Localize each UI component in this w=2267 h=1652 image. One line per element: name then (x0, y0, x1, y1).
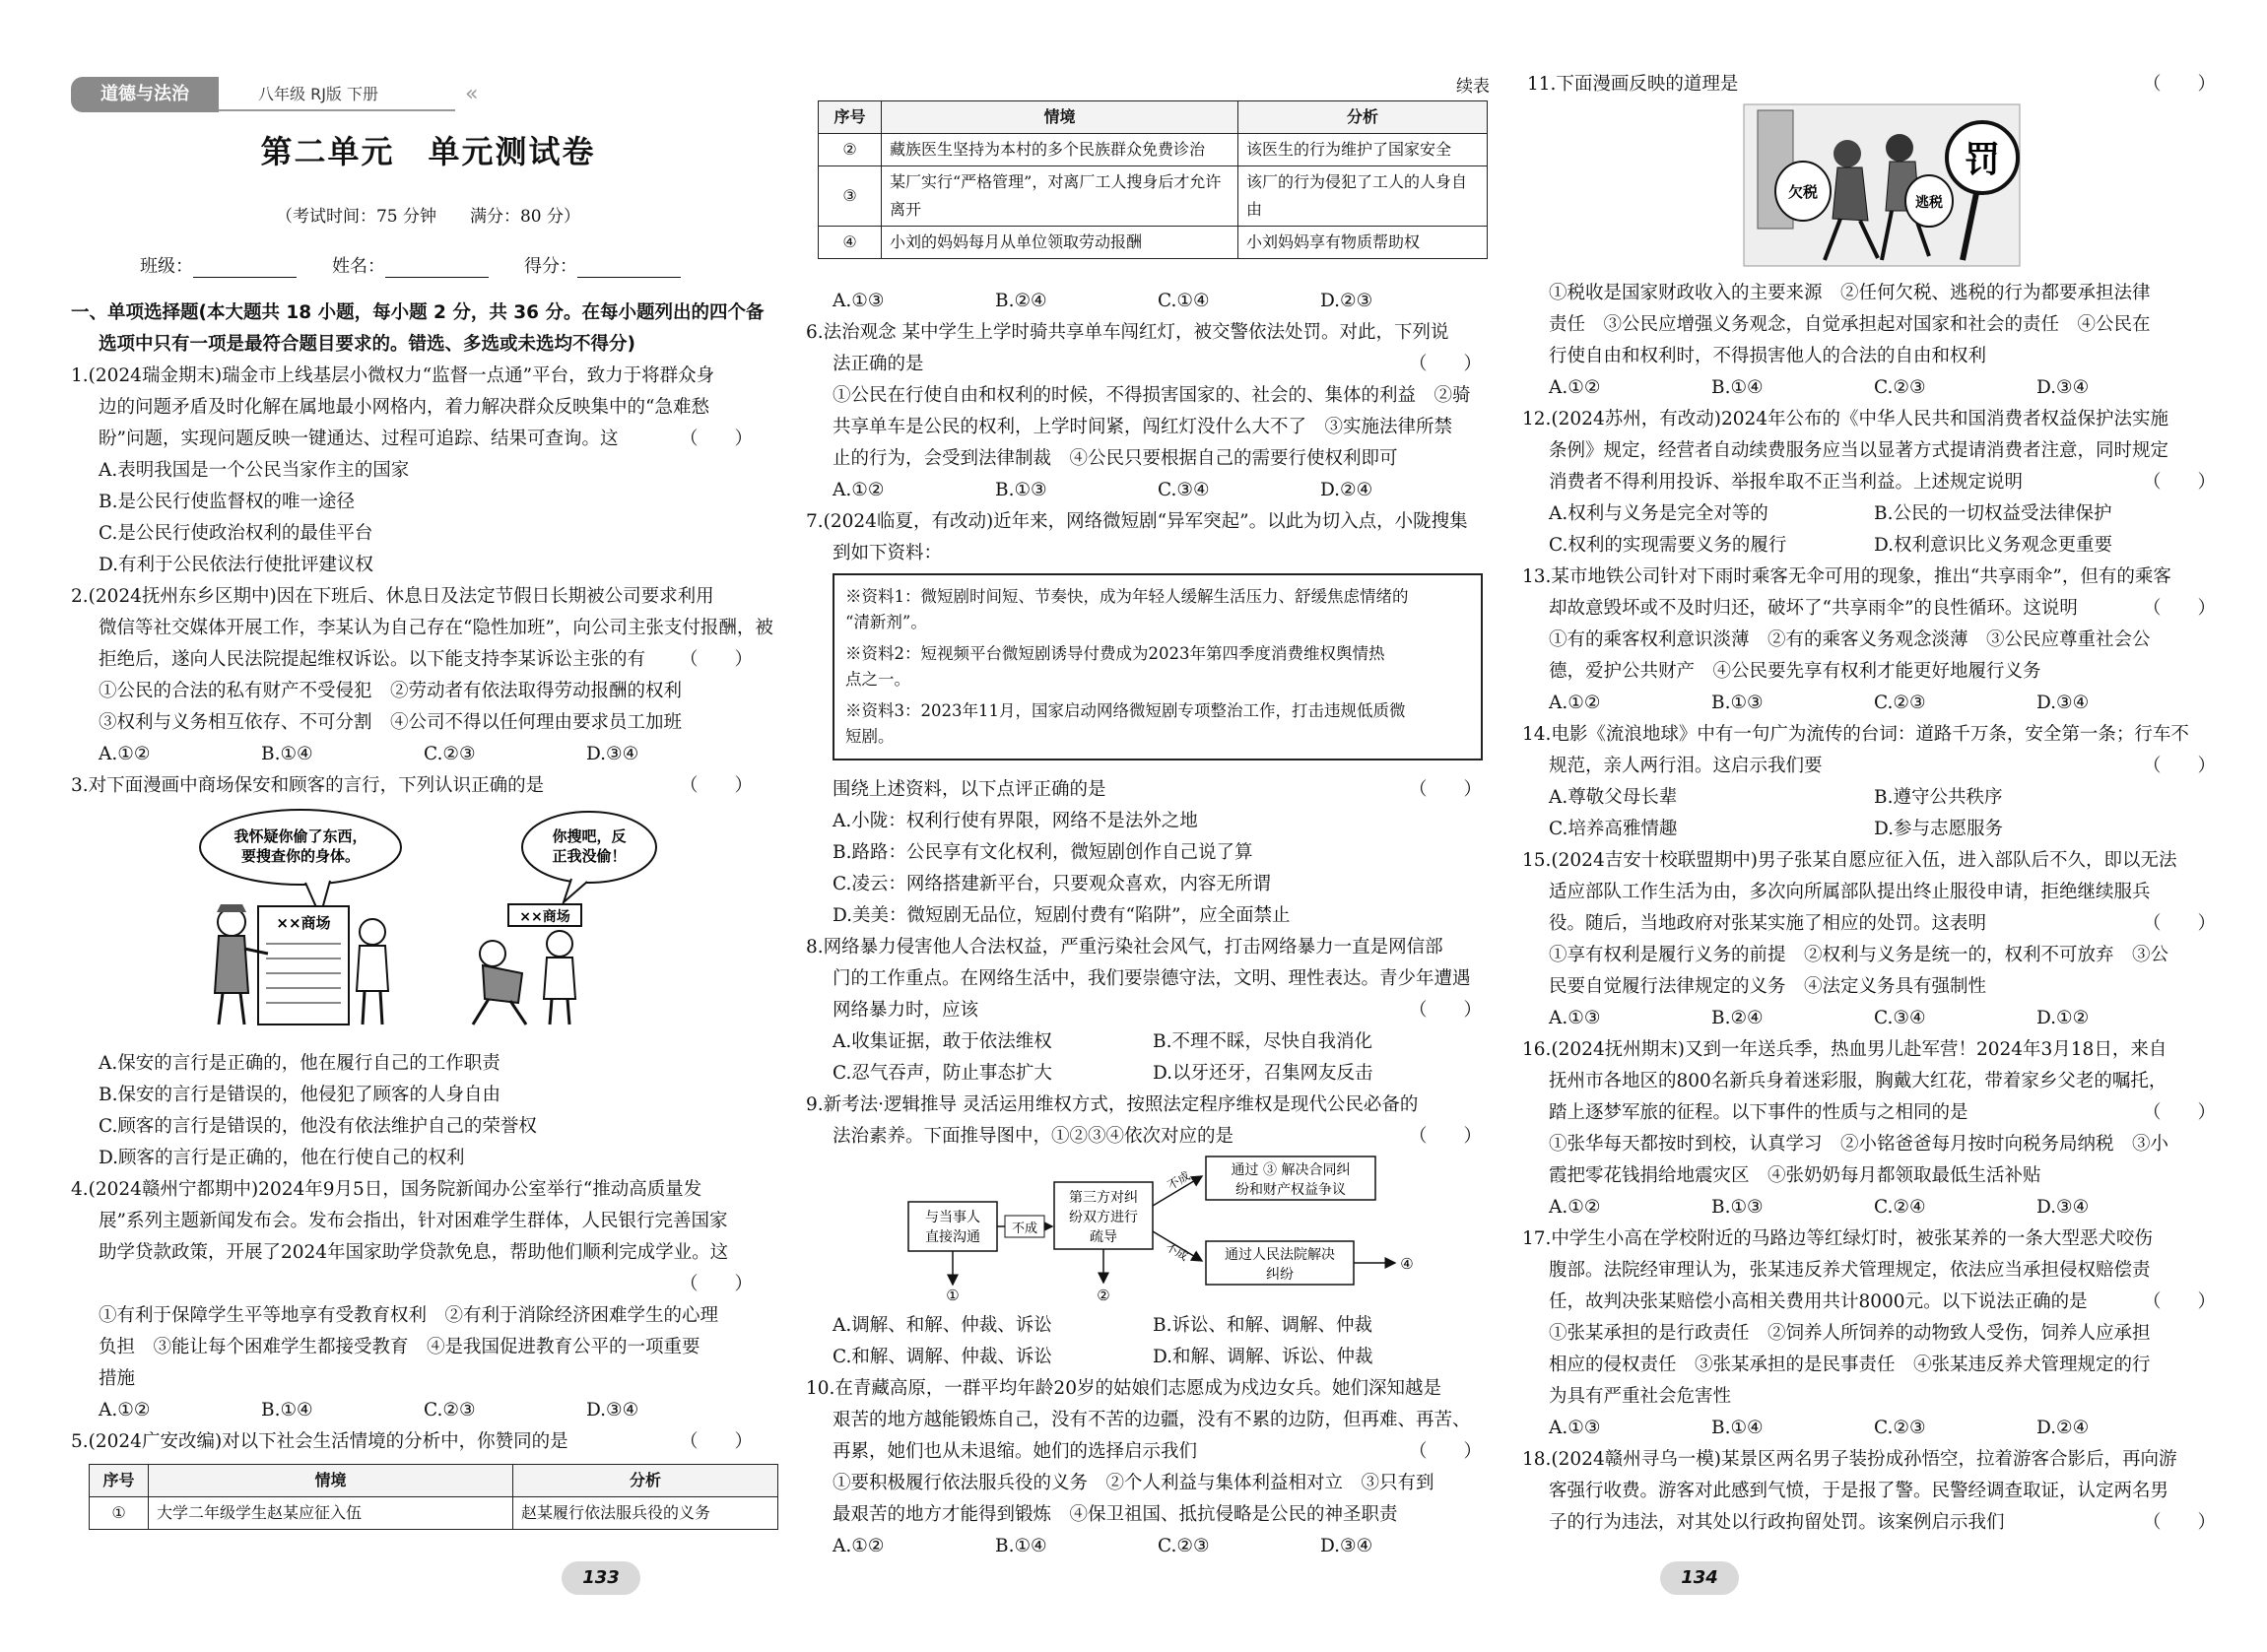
q4-line-1: 4.(2024赣州宁都期中)2024年9月5日，国务院新闻办公室举行“推动高质量发 (71, 1179, 702, 1200)
class-blank[interactable] (193, 256, 297, 278)
q5-option-a[interactable]: A.①③ (833, 291, 885, 311)
q4-line-2: 展”系列主题新闻发布会。发布会指出，针对困难学生群体，人民银行完善国家 (99, 1211, 728, 1231)
q7-option-d[interactable]: D.美美：微短剧无品位，短剧付费有“陷阱”，应全面禁止 (833, 905, 1291, 926)
q7-line-1: 7.(2024临夏，有改动)近年来，网络微短剧“异军突起”。以此为切入点，小陇搜集 (806, 511, 1468, 532)
q10-option-c[interactable]: C.②③ (1158, 1536, 1210, 1556)
q2-option-a[interactable]: A.①② (99, 744, 151, 764)
q7-option-a[interactable]: A.小陇：权利行使有界限，网络不是法外之地 (833, 811, 1198, 831)
q12-line-3: 消费者不得利用投诉、举报牟取不正当利益。上述规定说明 (1549, 472, 2024, 493)
q13-option-a[interactable]: A.①② (1549, 693, 1601, 713)
q10-line-3: 再累，她们也从未退缩。她们的选择启示我们 (833, 1441, 1198, 1462)
q7-material-2a: ※资料2：短视频平台微短剧诱导付费成为2023年第四季度消费维权舆情热 (845, 644, 1385, 663)
subject-tab: 道德与法治 (71, 77, 219, 112)
q7-material-1b: “清新剂”。 (845, 613, 927, 631)
q12-line-2: 条例》规定，经营者自动续费服务应当以显著方式提请消费者注意，同时规定 (1549, 440, 2169, 461)
flow-box-court-text-2: 纠纷 (1266, 1267, 1294, 1283)
table-head-index: 序号 (90, 1465, 149, 1497)
table-cell-situation: 小刘的妈妈每月从单位领取劳动报酬 (882, 227, 1238, 259)
q17-line-2: 腹部。法院经审理认为，张某违反养犬管理规定，依法应当承担侵权赔偿责 (1549, 1260, 2151, 1281)
q9-option-b[interactable]: B.诉讼、和解、调解、仲裁 (1153, 1315, 1372, 1336)
q14-option-b[interactable]: B.遵守公共秩序 (1874, 787, 2003, 808)
q11-option-b[interactable]: B.①④ (1711, 377, 1764, 398)
q16-statement-1: ①张华每天都按时到校，认真学习 ②小铭爸爸每月按时向税务局纳税 ③小 (1549, 1134, 2169, 1155)
flow-box-court-text-1: 通过人民法院解决 (1225, 1247, 1335, 1263)
table-cell-index: ① (90, 1497, 149, 1530)
score-blank[interactable] (577, 256, 681, 278)
q5-option-d[interactable]: D.②③ (1320, 291, 1373, 311)
q2-statement-2: ③权利与义务相互依存、不可分割 ④公司不得以任何理由要求员工加班 (99, 712, 683, 733)
table-row (90, 1497, 778, 1530)
q13-option-d[interactable]: D.③④ (2036, 693, 2090, 713)
q4-option-a[interactable]: A.①② (99, 1400, 151, 1421)
q2-option-c[interactable]: C.②③ (424, 744, 476, 764)
store-sign-left: ××商场 (276, 914, 331, 932)
q15-answer-paren[interactable]: （ ） (2143, 913, 2217, 934)
q2-line-1: 2.(2024抚州东乡区期中)因在下班后、休息日及法定节假日长期被公司要求利用 (71, 586, 714, 607)
q6-line-2: 法正确的是 (833, 354, 924, 374)
q11-statement-1: ①税收是国家财政收入的主要来源 ②任何欠税、逃税的行为都要承担法律 (1549, 283, 2151, 303)
name-blank[interactable] (385, 256, 489, 278)
q10-line-1: 10.在青藏高原，一群平均年龄20岁的姑娘们志愿成为戍边女兵。她们深知越是 (806, 1378, 1441, 1399)
q16-statement-2: 霞把零花钱捐给地震灾区 ④张奶奶每月都领取最低生活补贴 (1549, 1165, 2041, 1186)
name-label: 姓名： (332, 256, 385, 277)
flow-box-third-party-text-2: 纷双方进行 (1069, 1210, 1138, 1225)
q17-option-c[interactable]: C.②③ (1874, 1418, 1926, 1438)
bag-left-text: 欠税 (1787, 183, 1819, 201)
q5-option-b[interactable]: B.②④ (995, 291, 1047, 311)
bubble-right-text-2: 正我没偷！ (552, 847, 627, 865)
q11-option-c[interactable]: C.②③ (1874, 377, 1926, 398)
q9-answer-paren[interactable]: （ ） (1409, 1126, 1483, 1147)
q6-statement-1: ①公民在行使自由和权利的时候，不得损害国家的、社会的、集体的利益 ②骑 (833, 385, 1471, 406)
q3-answer-paren[interactable]: （ ） (680, 775, 754, 796)
table-header-row (819, 101, 1488, 134)
q14-line-2: 规范，亲人两行泪。这启示我们要 (1549, 756, 1823, 776)
table-row (819, 166, 1488, 227)
q16-answer-paren[interactable]: （ ） (2143, 1102, 2217, 1123)
table-row (819, 227, 1488, 259)
flow-box-arbitration-text-2: 纷和财产权益争议 (1235, 1182, 1346, 1198)
page-number-left: 133 (562, 1561, 640, 1595)
q2-option-d[interactable]: D.③④ (586, 744, 639, 764)
bubble-right-text-1: 你搜吧，反 (552, 827, 627, 845)
flow-fail-label-1: 不成 (1011, 1222, 1038, 1236)
q4-statement-3: 措施 (99, 1368, 136, 1389)
q17-option-d[interactable]: D.②④ (2036, 1418, 2090, 1438)
q18-line-3: 子的行为违法，对其处以行政拘留处罚。该案例启示我们 (1549, 1512, 2005, 1533)
bubble-left-text-2: 要搜查你的身体。 (240, 847, 361, 865)
table-head-situation: 情境 (149, 1465, 513, 1497)
q3-option-b[interactable]: B.保安的言行是错误的，他侵犯了顾客的人身自由 (99, 1085, 500, 1105)
q18-answer-paren[interactable]: （ ） (2143, 1512, 2217, 1533)
q8-line-2: 门的工作重点。在网络生活中，我们要崇德守法，文明、理性表达。青少年遭遇 (833, 968, 1471, 989)
q15-line-3: 役。随后，当地政府对张某实施了相应的处罚。这表明 (1549, 913, 1987, 934)
q17-statement-2: 相应的侵权责任 ③张某承担的是民事责任 ④张某违反养犬管理规定的行 (1549, 1355, 2151, 1375)
flow-box-third-party-text-1: 第三方对纠 (1069, 1190, 1138, 1206)
q1-option-c[interactable]: C.是公民行使政治权利的最佳平台 (99, 523, 373, 544)
q1-line-2: 边的问题矛盾及时化解在属地最小网格内，着力解决群众反映集中的“急难愁 (99, 397, 709, 418)
q13-option-c[interactable]: C.②③ (1874, 693, 1926, 713)
table-cell-index: ③ (819, 166, 882, 227)
q9-option-c[interactable]: C.和解、调解、仲裁、诉讼 (833, 1347, 1052, 1367)
page-number-right: 134 (1660, 1561, 1739, 1595)
q9-line-1: 9.新考法·逻辑推导 灵活运用维权方式，按照法定程序维权是现代公民必备的 (806, 1094, 1419, 1115)
q15-line-2: 适应部队工作生活为由，多次向所属部队提出终止服役申请，拒绝继续服兵 (1549, 882, 2151, 902)
q5-table-continued (818, 100, 1488, 259)
q10-line-2: 艰苦的地方越能锻炼自己，没有不苦的边疆，没有不累的边防，但再难、再苦、 (833, 1410, 1471, 1430)
q17-option-a[interactable]: A.①③ (1549, 1418, 1601, 1438)
q3-option-a[interactable]: A.保安的言行是正确的，他在履行自己的工作职责 (99, 1053, 500, 1074)
section-heading-1: 一、单项选择题(本大题共 18 小题，每小题 2 分，共 36 分。在每小题列出的四个备 (71, 302, 765, 323)
table-cell-analysis: 赵某履行依法服兵役的义务 (513, 1497, 778, 1530)
bubble-left-text-1: 我怀疑你偷了东西， (233, 827, 367, 845)
q6-option-c[interactable]: C.③④ (1158, 480, 1210, 500)
q2-statement-1: ①公民的合法的私有财产不受侵犯 ②劳动者有依法取得劳动报酬的权利 (99, 681, 683, 701)
q4-option-c[interactable]: C.②③ (424, 1400, 476, 1421)
q6-line-1: 6.法治观念 某中学生上学时骑共享单车闯红灯，被交警依法处罚。对此，下列说 (806, 322, 1449, 343)
store-sign-right: ××商场 (519, 909, 570, 925)
flow-fail-label-3: 不成 (1163, 1239, 1191, 1264)
q17-answer-paren[interactable]: （ ） (2143, 1291, 2217, 1312)
flow-box-third-party-text-3: 疏导 (1090, 1229, 1117, 1245)
flow-label-2: ② (1097, 1287, 1110, 1302)
q3-option-c[interactable]: C.顾客的言行是错误的，他没有依法维护自己的荣誉权 (99, 1116, 537, 1137)
q4-answer-paren[interactable]: （ ） (680, 1274, 754, 1294)
table-cell-situation: 藏族医生坚持为本村的多个民族群众免费诊治 (882, 134, 1238, 166)
page-title: 第二单元 单元测试卷 (260, 133, 596, 170)
q13-statement-1: ①有的乘客权利意识淡薄 ②有的乘客义务观念淡薄 ③公民应尊重社会公 (1549, 629, 2151, 650)
q7-option-b[interactable]: B.路路：公民享有文化权利，微短剧创作自己说了算 (833, 842, 1253, 863)
q16-option-c[interactable]: C.②④ (1874, 1197, 1926, 1218)
q10-statement-2: 最艰苦的地方才能得到锻炼 ④保卫祖国、抵抗侵略是公民的神圣职责 (833, 1504, 1398, 1525)
q4-option-b[interactable]: B.①④ (261, 1400, 313, 1421)
q17-statement-3: 为具有严重社会危害性 (1549, 1386, 1732, 1407)
q11-option-a[interactable]: A.①② (1549, 377, 1601, 398)
q13-option-b[interactable]: B.①③ (1711, 693, 1764, 713)
q6-statement-3: 止的行为，会受到法律制裁 ④公民只要根据自己的需要行使权利即可 (833, 448, 1398, 469)
page-header (71, 77, 479, 116)
q5-option-c[interactable]: C.①④ (1158, 291, 1210, 311)
q15-option-c[interactable]: C.③④ (1874, 1008, 1926, 1028)
table-cell-analysis: 小刘妈妈享有物质帮助权 (1238, 227, 1488, 259)
table-head-analysis: 分析 (1238, 101, 1488, 134)
exam-info: （考试时间：75 分钟 满分：80 分） (275, 207, 581, 227)
q14-line-1: 14.电影《流浪地球》中有一句广为流传的台词：道路千万条，安全第一条；行车不 (1522, 724, 2189, 745)
q15-option-b[interactable]: B.②④ (1711, 1008, 1764, 1028)
q12-option-a[interactable]: A.权利与义务是完全对等的 (1549, 503, 1768, 524)
table-head-situation: 情境 (882, 101, 1238, 134)
q9-option-a[interactable]: A.调解、和解、仲裁、诉讼 (833, 1315, 1052, 1336)
q5-answer-paren[interactable]: （ ） (680, 1431, 754, 1452)
q15-statement-1: ①享有权利是履行义务的前提 ②权利与义务是统一的，权利不可放弃 ③公 (1549, 945, 2169, 965)
customer-figure-left (357, 919, 388, 1024)
class-label: 班级： (140, 256, 193, 277)
table-cell-situation: 大学二年级学生赵某应征入伍 (149, 1497, 513, 1530)
q18-line-2: 客强行收费。游客对此感到气愤，于是报了警。民警经调查取证，认定两名男 (1549, 1481, 2169, 1501)
q15-statement-2: 民要自觉履行法律规定的义务 ④法定义务具有强制性 (1549, 976, 1987, 997)
q8-option-c[interactable]: C.忍气吞声，防止事态扩大 (833, 1063, 1052, 1084)
q6-statement-2: 共享单车是公民的权利，上学时间紧，闯红灯没什么大不了 ③实施法律所禁 (833, 417, 1453, 437)
q9-option-d[interactable]: D.和解、调解、诉讼、仲裁 (1153, 1347, 1373, 1367)
q8-answer-paren[interactable]: （ ） (1409, 1000, 1483, 1021)
grade-label: 八年级 RJ版 下册 (258, 85, 379, 103)
q1-option-d[interactable]: D.有利于公民依法行使批评建议权 (99, 555, 374, 575)
q16-option-b[interactable]: B.①③ (1711, 1197, 1764, 1218)
q13-line-2: 却故意毁坏或不及时归还，破坏了“共享雨伞”的良性循环。这说明 (1549, 598, 2078, 619)
flow-box-arbitration-text-1: 通过 ③ 解决合同纠 (1231, 1162, 1351, 1178)
q8-line-3: 网络暴力时，应该 (833, 1000, 979, 1021)
q12-line-1: 12.(2024苏州，有改动)2024年公布的《中华人民共和国消费者权益保护法实施 (1522, 409, 2169, 430)
q17-statement-1: ①张某承担的是行政责任 ②饲养人所饲养的动物致人受伤，饲养人应承担 (1549, 1323, 2151, 1344)
q15-line-1: 15.(2024吉安十校联盟期中)男子张某自愿应征入伍，进入部队后不久，即以无法 (1522, 850, 2177, 871)
q13-statement-2: 德，爱护公共财产 ④公民要先享有权利才能更好地履行义务 (1549, 661, 2041, 682)
q7-material-2b: 点之一。 (845, 670, 910, 689)
table-continued-label: 续表 (1456, 77, 1490, 97)
q6-answer-paren[interactable]: （ ） (1409, 354, 1483, 374)
q14-option-c[interactable]: C.培养高雅情趣 (1549, 819, 1678, 839)
q8-option-b[interactable]: B.不理不睬，尽快自我消化 (1153, 1031, 1372, 1052)
q2-option-b[interactable]: B.①④ (261, 744, 313, 764)
q11-cartoon (1734, 102, 2030, 270)
q10-option-a[interactable]: A.①② (833, 1536, 885, 1556)
q2-line-2: 微信等社交媒体开展工作，李某认为自己存在“隐性加班”，向公司主张支付报酬，被 (99, 618, 773, 638)
q6-option-b[interactable]: B.①③ (995, 480, 1047, 500)
q8-option-a[interactable]: A.收集证据，敢于依法维权 (833, 1031, 1052, 1052)
q4-option-d[interactable]: D.③④ (586, 1400, 639, 1421)
table-cell-situation: 某厂实行“严格管理”，对离厂工人搜身后才允许离开 (882, 166, 1238, 227)
q5-table (89, 1464, 778, 1530)
q18-line-1: 18.(2024赣州寻乌一模)某景区两名男子装扮成孙悟空，拉着游客合影后，再向游 (1522, 1449, 2177, 1470)
q16-line-1: 16.(2024抚州期末)又到一年送兵季，热血男儿赴军营！2024年3月18日，来自 (1522, 1039, 2167, 1060)
q12-option-c[interactable]: C.权利的实现需要义务的履行 (1549, 535, 1787, 556)
q8-option-d[interactable]: D.以牙还牙，召集网友反击 (1153, 1063, 1373, 1084)
q9-line-2: 法治素养。下面推导图中，①②③④依次对应的是 (833, 1126, 1234, 1147)
q17-option-b[interactable]: B.①④ (1711, 1418, 1764, 1438)
guard-searching-figure (473, 941, 526, 1024)
q7-question: 围绕上述资料，以下点评正确的是 (833, 779, 1106, 800)
q10-option-b[interactable]: B.①④ (995, 1536, 1047, 1556)
score-label: 得分： (524, 256, 577, 277)
q11-answer-paren[interactable]: （ ） (2143, 74, 2217, 95)
q13-answer-paren[interactable]: （ ） (2143, 598, 2217, 619)
table-header-row (90, 1465, 778, 1497)
q14-answer-paren[interactable]: （ ） (2143, 756, 2217, 776)
q16-option-a[interactable]: A.①② (1549, 1197, 1601, 1218)
flow-box-direct-text-2: 直接沟通 (925, 1229, 980, 1245)
q11-statement-3: 行使自由和权利时，不得损害他人的合法的自由和权利 (1549, 346, 1987, 366)
q7-material-1a: ※资料1：微短剧时间短、节奏快，成为年轻人缓解生活压力、舒缓焦虑情绪的 (845, 587, 1409, 606)
q10-statement-1: ①要积极履行依法服兵役的义务 ②个人利益与集体利益相对立 ③只有到 (833, 1473, 1434, 1493)
q12-answer-paren[interactable]: （ ） (2143, 472, 2217, 493)
q7-line-2: 到如下资料： (833, 543, 943, 563)
q2-answer-paren[interactable]: （ ） (680, 649, 754, 670)
q11-statement-2: 责任 ③公民应增强义务观念，自觉承担起对国家和社会的责任 ④公民在 (1549, 314, 2151, 335)
q5-line-1: 5.(2024广安改编)对以下社会生活情境的分析中，你赞同的是 (71, 1431, 568, 1452)
q11-option-d[interactable]: D.③④ (2036, 377, 2090, 398)
q11-line-1: 11.下面漫画反映的道理是 (1527, 74, 1739, 95)
q3-line-1: 3.对下面漫画中商场保安和顾客的言行，下列认识正确的是 (71, 775, 545, 796)
q14-option-d[interactable]: D.参与志愿服务 (1874, 819, 2004, 839)
q16-option-d[interactable]: D.③④ (2036, 1197, 2090, 1218)
q12-option-d[interactable]: D.权利意识比义务观念更重要 (1874, 535, 2113, 556)
q17-line-1: 17.中学生小高在学校附近的马路边等红绿灯时，被张某养的一条大型恶犬咬伤 (1522, 1228, 2153, 1249)
q8-line-1: 8.网络暴力侵害他人合法权益，严重污染社会风气，打击网络暴力一直是网信部 (806, 937, 1443, 958)
table-head-analysis: 分析 (513, 1465, 778, 1497)
q13-line-1: 13.某市地铁公司针对下雨时乘客无伞可用的现象，推出“共享雨伞”，但有的乘客 (1522, 566, 2171, 587)
q1-answer-paren[interactable]: （ ） (680, 429, 754, 449)
table-cell-index: ④ (819, 227, 882, 259)
q12-option-b[interactable]: B.公民的一切权益受法律保护 (1874, 503, 2112, 524)
q6-option-d[interactable]: D.②④ (1320, 480, 1373, 500)
q1-option-a[interactable]: A.表明我国是一个公民当家作主的国家 (99, 460, 410, 481)
q4-line-3: 助学贷款政策，开展了2024年国家助学贷款免息，帮助他们顺利完成学业。这 (99, 1242, 729, 1263)
customer-figure-right (544, 931, 575, 1024)
q16-line-2: 抚州市各地区的800名新兵身着迷彩服，胸戴大红花，带着家乡父老的嘱托， (1549, 1071, 2167, 1091)
flow-label-1: ① (946, 1287, 960, 1302)
table-head-index: 序号 (819, 101, 882, 134)
q4-statement-1: ①有利于保障学生平等地享有受教育权利 ②有利于消除经济困难学生的心理 (99, 1305, 719, 1326)
q6-option-a[interactable]: A.①② (833, 480, 885, 500)
flow-label-4: ④ (1400, 1255, 1414, 1273)
table-cell-analysis: 该医生的行为维护了国家安全 (1238, 134, 1488, 166)
q1-line-1: 1.(2024瑞金期末)瑞金市上线基层小微权力“监督一点通”平台，致力于将群众身 (71, 365, 715, 386)
bag-right-text: 逃税 (1915, 195, 1943, 211)
penalty-sign-text: 罚 (1964, 140, 2001, 180)
student-info-fields (71, 252, 785, 282)
q9-flow-diagram (906, 1155, 1419, 1302)
q1-option-b[interactable]: B.是公民行使监督权的唯一途径 (99, 492, 355, 512)
q15-option-a[interactable]: A.①③ (1549, 1008, 1601, 1028)
q1-line-3: 盼”问题，实现问题反映一键通达、过程可追踪、结果可查询。这 (99, 429, 619, 449)
flow-fail-label-2: 不成 (1165, 1168, 1193, 1193)
q2-line-3: 拒绝后，遂向人民法院提起维权诉讼。以下能支持李某诉讼主张的有 (99, 649, 646, 670)
q4-statement-2: 负担 ③能让每个困难学生都接受教育 ④是我国促进教育公平的一项重要 (99, 1337, 700, 1357)
q7-material-3b: 短剧。 (845, 727, 895, 746)
q15-option-d[interactable]: D.①② (2036, 1008, 2090, 1028)
q14-option-a[interactable]: A.尊敬父母长辈 (1549, 787, 1678, 808)
q3-cartoon (197, 806, 670, 1032)
table-cell-analysis: 该厂的行为侵犯了工人的人身自由 (1238, 166, 1488, 227)
q16-line-3: 踏上逐梦军旅的征程。以下事件的性质与之相同的是 (1549, 1102, 1968, 1123)
table-cell-index: ② (819, 134, 882, 166)
q7-answer-paren[interactable]: （ ） (1409, 779, 1483, 800)
q10-option-d[interactable]: D.③④ (1320, 1536, 1373, 1556)
header-arrow-icon: « (465, 82, 479, 106)
flow-box-direct-text-1: 与当事人 (925, 1210, 980, 1225)
q3-option-d[interactable]: D.顾客的言行是正确的，他在行使自己的权利 (99, 1148, 465, 1168)
q7-material-3a: ※资料3：2023年11月，国家启动网络微短剧专项整治工作，打击违规低质微 (845, 701, 1406, 720)
q7-option-c[interactable]: C.凌云：网络搭建新平台，只要观众喜欢，内容无所谓 (833, 874, 1271, 894)
section-heading-2: 选项中只有一项是最符合题目要求的。错选、多选或未选均不得分) (99, 334, 635, 355)
q17-line-3: 任，故判决张某赔偿小高相关费用共计8000元。以下说法正确的是 (1549, 1291, 2088, 1312)
q10-answer-paren[interactable]: （ ） (1409, 1441, 1483, 1462)
table-row (819, 134, 1488, 166)
